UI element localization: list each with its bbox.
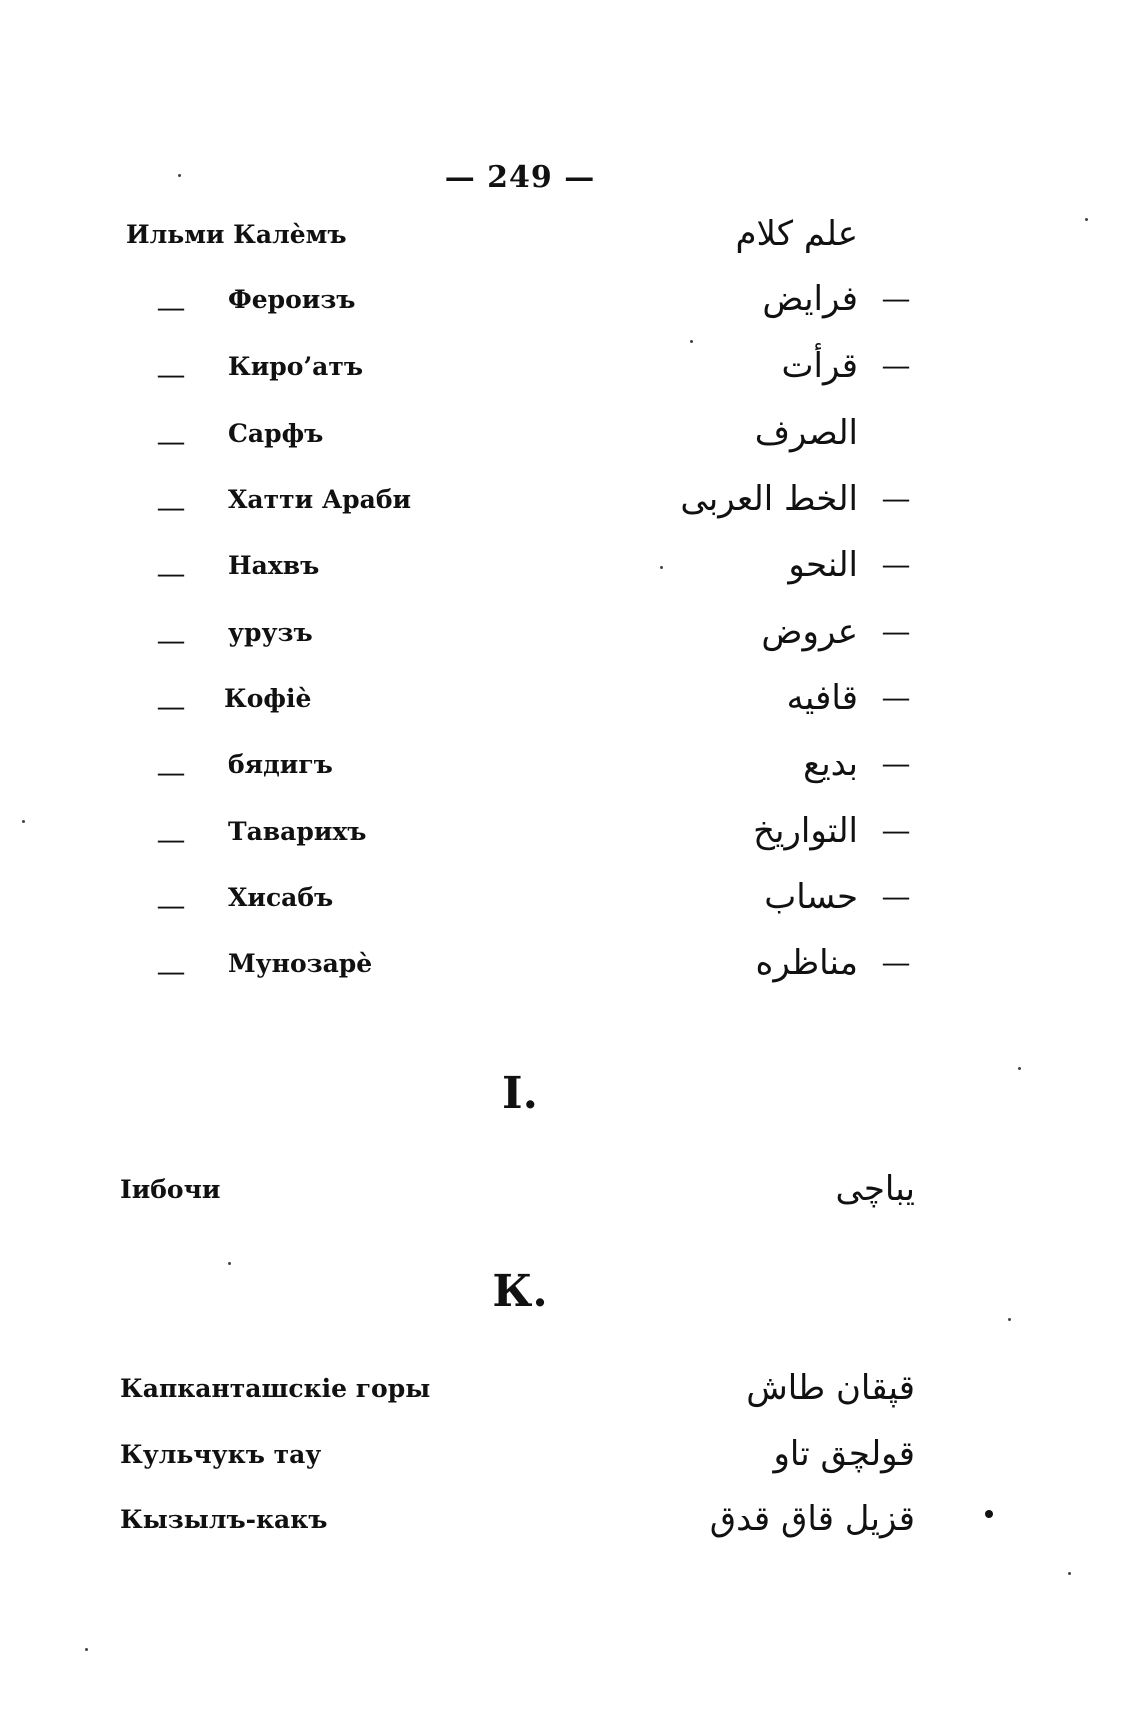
russian-term: Киро’атъ (228, 352, 364, 381)
dash-right: — (883, 749, 909, 778)
arabic-term: قرأت (781, 346, 858, 386)
dictionary-entry (0, 672, 1140, 732)
dash-right: — (883, 617, 909, 646)
page-number: — 249 — (444, 160, 596, 195)
russian-term: Ильми Калѐмъ (126, 220, 347, 249)
dash-right: — (883, 882, 909, 911)
russian-term: Фероизъ (228, 285, 356, 314)
arabic-term-wrap (756, 943, 918, 983)
arabic-term: حساب (764, 877, 858, 917)
arabic-term: علم كلام (735, 214, 858, 254)
dictionary-entry (0, 208, 1140, 268)
arabic-term: قپقان طاش (746, 1368, 915, 1408)
dash-left: — (158, 957, 184, 986)
arabic-term: مناظره (755, 943, 858, 983)
ink-dot (985, 1510, 993, 1518)
arabic-term-wrap (788, 545, 918, 585)
dictionary-entry (0, 1163, 1140, 1223)
russian-term: Кофіѐ (224, 684, 312, 713)
dictionary-entry (0, 1493, 1140, 1553)
dash-right: — (883, 683, 909, 712)
dictionary-entry (0, 805, 1140, 865)
scan-speck (228, 1262, 231, 1265)
dictionary-entry (0, 340, 1140, 400)
scan-speck (1068, 1572, 1071, 1575)
arabic-term: الخط العربى (680, 479, 858, 519)
dash-left: — (158, 493, 184, 522)
russian-term: Хисабъ (228, 883, 334, 912)
russian-term: Хатти Араби (228, 485, 412, 514)
arabic-term-wrap (735, 214, 918, 254)
dictionary-entry (0, 1428, 1140, 1488)
dictionary-entry (0, 539, 1140, 599)
dash-left: — (158, 360, 184, 389)
scan-speck (1085, 218, 1088, 221)
dash-left: — (158, 758, 184, 787)
scan-speck (85, 1648, 88, 1651)
arabic-term: يباچى (835, 1169, 915, 1209)
dash-left: — (158, 626, 184, 655)
russian-term: Тавар​ихъ (228, 817, 367, 846)
arabic-term: عروض (761, 612, 858, 652)
arabic-term: فرايض (762, 279, 858, 319)
dictionary-entry (0, 407, 1140, 467)
dash-left: — (158, 559, 184, 588)
russian-term: Кульчукъ тау (120, 1440, 322, 1469)
dash-right: — (883, 550, 909, 579)
dictionary-entry (0, 937, 1140, 997)
dictionary-entry (0, 871, 1140, 931)
dash-left: — (158, 427, 184, 456)
dash-left: — (158, 293, 184, 322)
dash-right: — (883, 484, 909, 513)
dash-left: — (158, 692, 184, 721)
arabic-term-wrap (761, 612, 918, 652)
arabic-term: التواريخ (753, 811, 858, 851)
arabic-term-wrap (782, 346, 918, 386)
arabic-term: الصرف (754, 413, 858, 453)
russian-term: Капканташскіе горы (120, 1374, 431, 1403)
dash-right: — (883, 816, 909, 845)
arabic-term-wrap (803, 744, 918, 784)
scan-speck (178, 174, 181, 177)
russian-term: Сарфъ (228, 419, 324, 448)
arabic-term-wrap (764, 877, 918, 917)
arabic-term-wrap (680, 479, 918, 519)
russian-term: Іибочи (120, 1175, 221, 1204)
scan-speck (1008, 1318, 1011, 1321)
arabic-term: النحو (788, 545, 858, 585)
russian-term: Нахвъ (228, 551, 320, 580)
arabic-term-wrap (710, 1499, 915, 1539)
russian-term: Мунозарѐ (228, 949, 373, 978)
arabic-term-wrap (787, 678, 918, 718)
arabic-term-wrap (836, 1169, 915, 1209)
scan-speck (22, 820, 25, 823)
arabic-term-wrap (755, 413, 918, 453)
dictionary-entry (0, 606, 1140, 666)
dash-right: — (883, 351, 909, 380)
dash-right: — (883, 284, 909, 313)
arabic-term: قولچق تاو (773, 1434, 915, 1474)
dash-left: — (158, 891, 184, 920)
scan-speck (1018, 1067, 1021, 1070)
arabic-term-wrap (746, 1368, 915, 1408)
dash-left: — (158, 825, 184, 854)
arabic-term: بديع (803, 744, 858, 784)
dictionary-entry (0, 738, 1140, 798)
dictionary-entry (0, 1362, 1140, 1422)
arabic-term-wrap (753, 811, 918, 851)
arabic-term: قزيل قاق قدق (709, 1499, 915, 1539)
scan-speck (690, 340, 693, 343)
dash-right: — (883, 948, 909, 977)
arabic-term: قافيه (786, 678, 858, 718)
russian-term: бядигъ (228, 750, 333, 779)
section-heading-i: I. (502, 1068, 538, 1119)
arabic-term-wrap (762, 279, 918, 319)
russian-term: Кызылъ-какъ (120, 1505, 328, 1534)
section-heading-k: К. (492, 1266, 548, 1317)
dictionary-entry (0, 273, 1140, 333)
russian-term: урузъ (228, 618, 313, 647)
arabic-term-wrap (773, 1434, 915, 1474)
dictionary-entry (0, 473, 1140, 533)
scan-speck (660, 566, 663, 569)
